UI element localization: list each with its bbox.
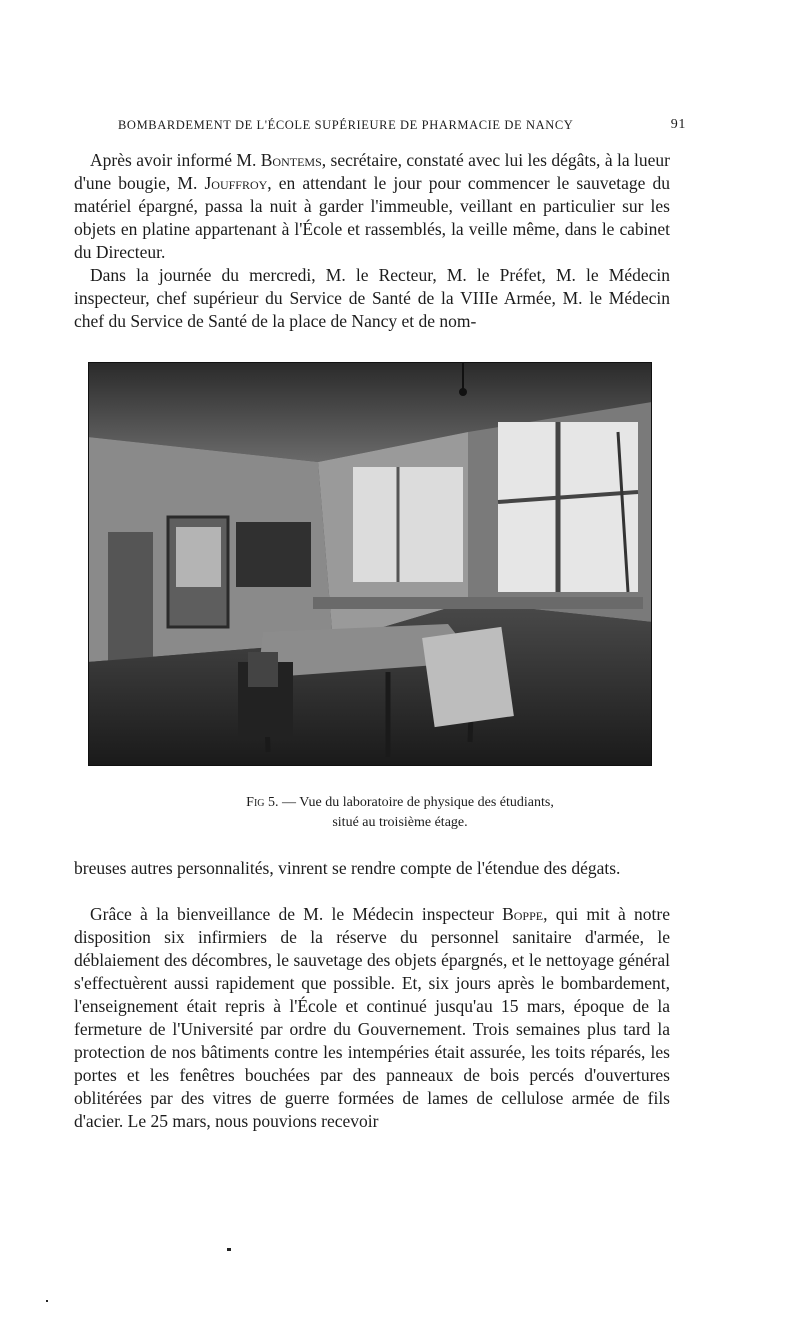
paragraph-4-text-b: , qui mit à notre disposition six infirmiers de la réserve du personnel sanitaire d'armée, le déblaiement des décombres, le sauvetage des objets épargnés, et le nettoyage général s'effectuèrent aussi rapidement que possible. Et, six jours après le bombardement, l'enseignement était repris à l'École et continué jusqu'au 15 mars, époque de la fermeture de l'Université par ordre du Gouvernement. Trois semaines plus tard la protection de nos bâtiments contre les intempéries était assurée, les toits réparés, les portes et les fenêtres bouchées par des panneaux de bois percés d'ouvertures oblitérées par des vitres de guerre formées de lames de cellulose armée de fils d'acier. Le 25 mars, nous pouvions recevoir [74, 904, 670, 1131]
caption-line-2: situé au troisième étage. [332, 815, 468, 830]
print-speck [46, 1300, 48, 1302]
page-number: 91 [670, 117, 686, 132]
paragraph-1-text-b: , secrétaire, constaté avec lui les dégâts, à la lueur d'une bougie, M. [74, 150, 671, 193]
paragraph-2: Dans la journée du mercredi, M. le Recteur, M. le Préfet, M. le Médecin inspecteur, chef supérieur du Service de Santé de la VIIIe Armée, M. le Médecin chef du Service de Santé de la place de Nancy et de nom- [74, 265, 670, 331]
paragraph-4 [74, 903, 670, 1133]
caption-line-1 [120, 793, 680, 813]
running-header [74, 116, 686, 138]
caption-text-1: — Vue du laboratoire de physique des étudiants, [278, 795, 554, 810]
paragraph-3: breuses autres personnalités, vinrent se rendre compte de l'étendue des dégats. [74, 858, 621, 878]
print-speck [227, 1248, 231, 1251]
laboratory-photograph [88, 362, 652, 766]
person-name-jouffroy: Jouffroy [204, 173, 268, 193]
figure-label: Fig 5. [246, 795, 279, 810]
paragraph-1-text-c: , en attendant le jour pour commencer le sauvetage du matériel épargné, passa la nuit à garder l'immeuble, veillant en particulier sur les objets en platine appartenant à l'École et rassemblés, la veille même, dans le cabinet du Directeur. [74, 173, 670, 262]
person-name-bontems: Bontems [260, 150, 322, 170]
paragraph-4-text-a: Grâce à la bienveillance de M. le Médecin inspecteur [90, 904, 503, 924]
paragraph-1-text-a: Après avoir informé M. [90, 150, 261, 170]
paragraph-1 [74, 149, 670, 264]
figure-caption [120, 793, 680, 833]
running-title: BOMBARDEMENT DE L'ÉCOLE SUPÉRIEURE DE PHARMACIE DE NANCY [118, 118, 574, 132]
person-name-boppe: Boppe [502, 904, 544, 924]
